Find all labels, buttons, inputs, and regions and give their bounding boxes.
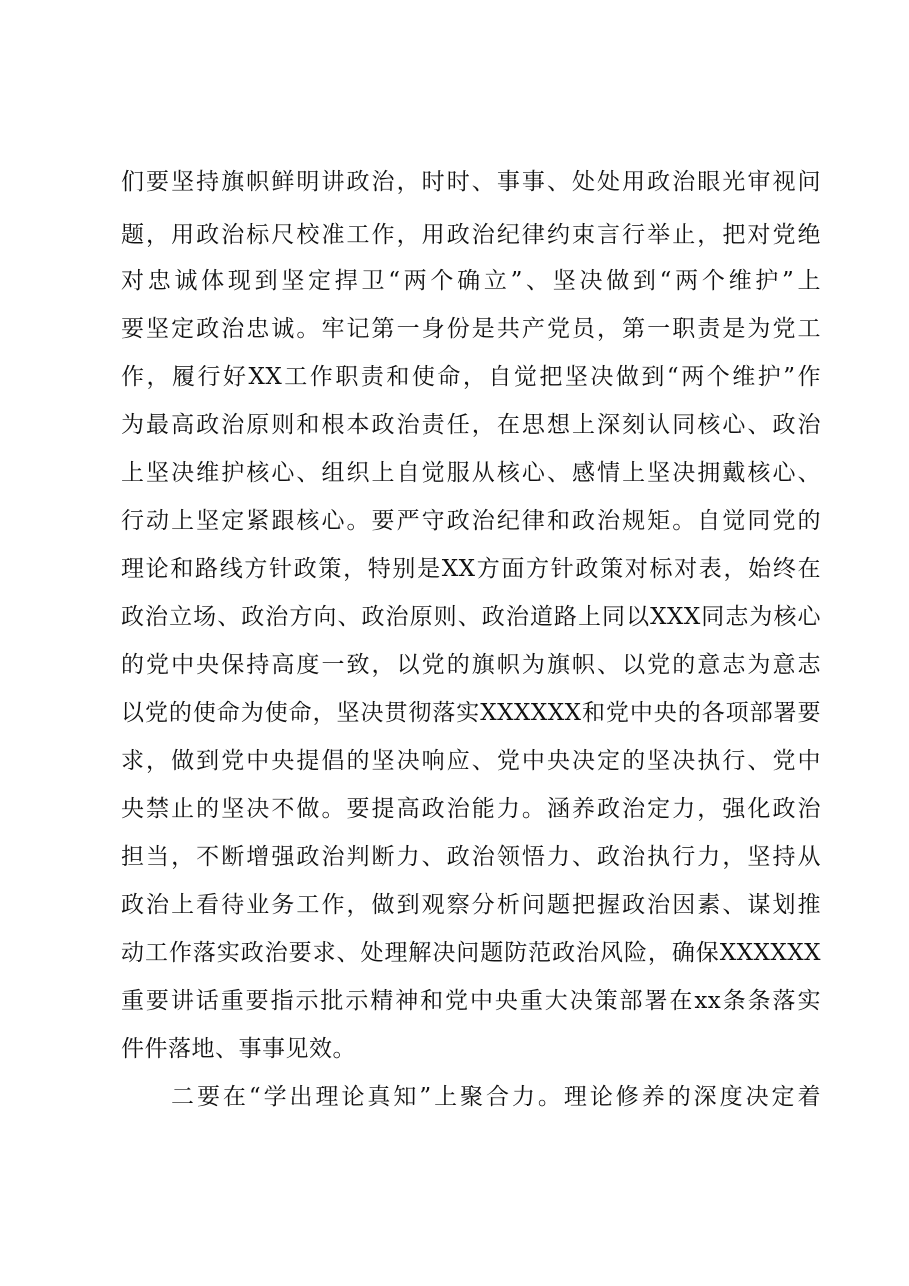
paragraph-start-line: 二要在“学出理论真知”上聚合力。理论修养的深度决定着 [171, 1084, 821, 1110]
text-line: 作，履行好XX工作职责和使命，自觉把坚决做到“两个维护”作 [121, 364, 821, 390]
text-line: 的党中央保持高度一致，以党的旗帜为旗帜、以党的意志为意志 [121, 652, 821, 678]
text-line: 理论和路线方针政策，特别是XX方面方针政策对标对表，始终在 [121, 556, 821, 582]
text-line: 上坚决维护核心、组织上自觉服从核心、感情上坚决拥戴核心、 [121, 460, 821, 486]
text-line: 要坚定政治忠诚。牢记第一身份是共产党员，第一职责是为党工 [121, 316, 821, 342]
text-line: 以党的使命为使命，坚决贯彻落实XXXXXX和党中央的各项部署要 [121, 700, 821, 726]
text-line: 政治上看待业务工作，做到观察分析问题把握政治因素、谋划推 [121, 892, 821, 918]
text-line: 政治立场、政治方向、政治原则、政治道路上同以XXX同志为核心 [121, 604, 821, 630]
text-line: 们要坚持旗帜鲜明讲政治，时时、事事、处处用政治眼光审视问 [121, 169, 821, 195]
text-line: 件件落地、事事见效。 [121, 1036, 356, 1062]
text-line: 担当，不断增强政治判断力、政治领悟力、政治执行力，坚持从 [121, 844, 821, 870]
text-line: 对忠诚体现到坚定捍卫“两个确立”、坚决做到“两个维护”上 [121, 268, 821, 294]
text-line: 求，做到党中央提倡的坚决响应、党中央决定的坚决执行、党中 [121, 748, 821, 774]
text-line: 动工作落实政治要求、处理解决问题防范政治风险，确保XXXXXX [121, 940, 821, 966]
text-line: 央禁止的坚决不做。要提高政治能力。涵养政治定力，强化政治 [121, 796, 821, 822]
text-line: 为最高政治原则和根本政治责任，在思想上深刻认同核心、政治 [121, 412, 821, 438]
text-line: 重要讲话重要指示批示精神和党中央重大决策部署在xx条条落实 [121, 988, 821, 1014]
text-line: 题，用政治标尺校准工作，用政治纪律约束言行举止，把对党绝 [121, 222, 821, 248]
text-line: 行动上坚定紧跟核心。要严守政治纪律和政治规矩。自觉同党的 [121, 508, 821, 534]
